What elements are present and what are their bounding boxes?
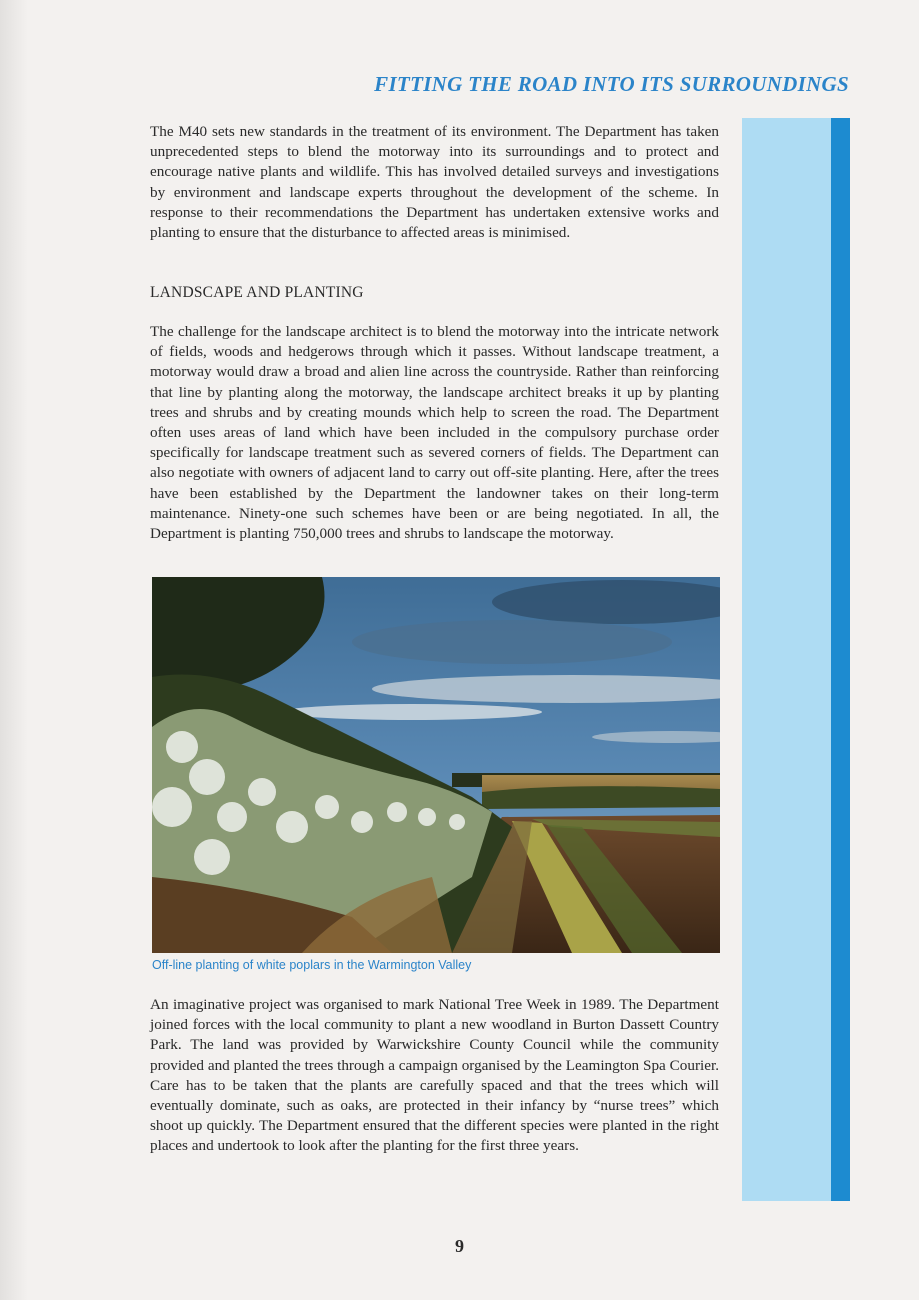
sidebar-stripe xyxy=(831,118,850,1201)
tree-week-paragraph xyxy=(150,995,719,1157)
intro-text: The M40 sets new standards in the treatment of its environment. The Department has taken unprecedented steps to blend the motorway into its surroundings and to protect and encourage native plants and wildlife. This has involved detailed surveys and investigations by environment and landscape experts throughout the development of the scheme. In response to their recommendations the Department has undertaken extensive works and planting to ensure that the disturbance to affected areas is minimised. xyxy=(150,123,719,242)
photo-illustration xyxy=(152,577,720,953)
page-gutter-shadow xyxy=(0,0,28,1300)
page-heading: FITTING THE ROAD INTO ITS SURROUNDINGS xyxy=(374,72,849,96)
intro-paragraph xyxy=(150,122,719,243)
tree-week-text: An imaginative project was organised to mark National Tree Week in 1989. The Department joined forces with the local community to plant a new woodland in Burton Dassett Country Park. The land was provided by Warwickshire County Council while the community provided and planted the trees through a campaign organised by the Leamington Spa Courier. Care has to be taken that the plants are carefully spaced and that the trees which will eventually dominate, such as oaks, are protected in their infancy by “nurse trees” which shoot up quickly. The Department ensured that the different species were planted in the right places and undertook to look after the planting for the first three years. xyxy=(150,996,719,1155)
section-title: LANDSCAPE AND PLANTING xyxy=(150,284,364,301)
photo-caption: Off-line planting of white poplars in the Warmington Valley xyxy=(152,958,472,972)
decorative-sidebar xyxy=(742,118,850,1201)
page-number: 9 xyxy=(455,1236,464,1256)
landscape-photo xyxy=(152,577,720,953)
landscape-text: The challenge for the landscape architect is to blend the motorway into the intricate network of fields, woods and hedgerows through which it passes. Without landscape treatment, a motorway would draw a broad and alien line across the countryside. Rather than reinforcing that line by planting along the motorway, the landscape architect breaks it up by planting trees and shrubs and by creating mounds which help to screen the road. The Department often uses areas of land which have been included in the compulsory purchase order specifically for landscape treatment such as severed corners of fields. The Department can also negotiate with owners of adjacent land to carry out off-site planting. Here, after the trees have been established by the Department the landowner takes on their long-term maintenance. Ninety-one such schemes have been or are being negotiated. In all, the Department is planting 750,000 trees and shrubs to landscape the motorway. xyxy=(150,323,719,543)
landscape-paragraph xyxy=(150,322,719,544)
